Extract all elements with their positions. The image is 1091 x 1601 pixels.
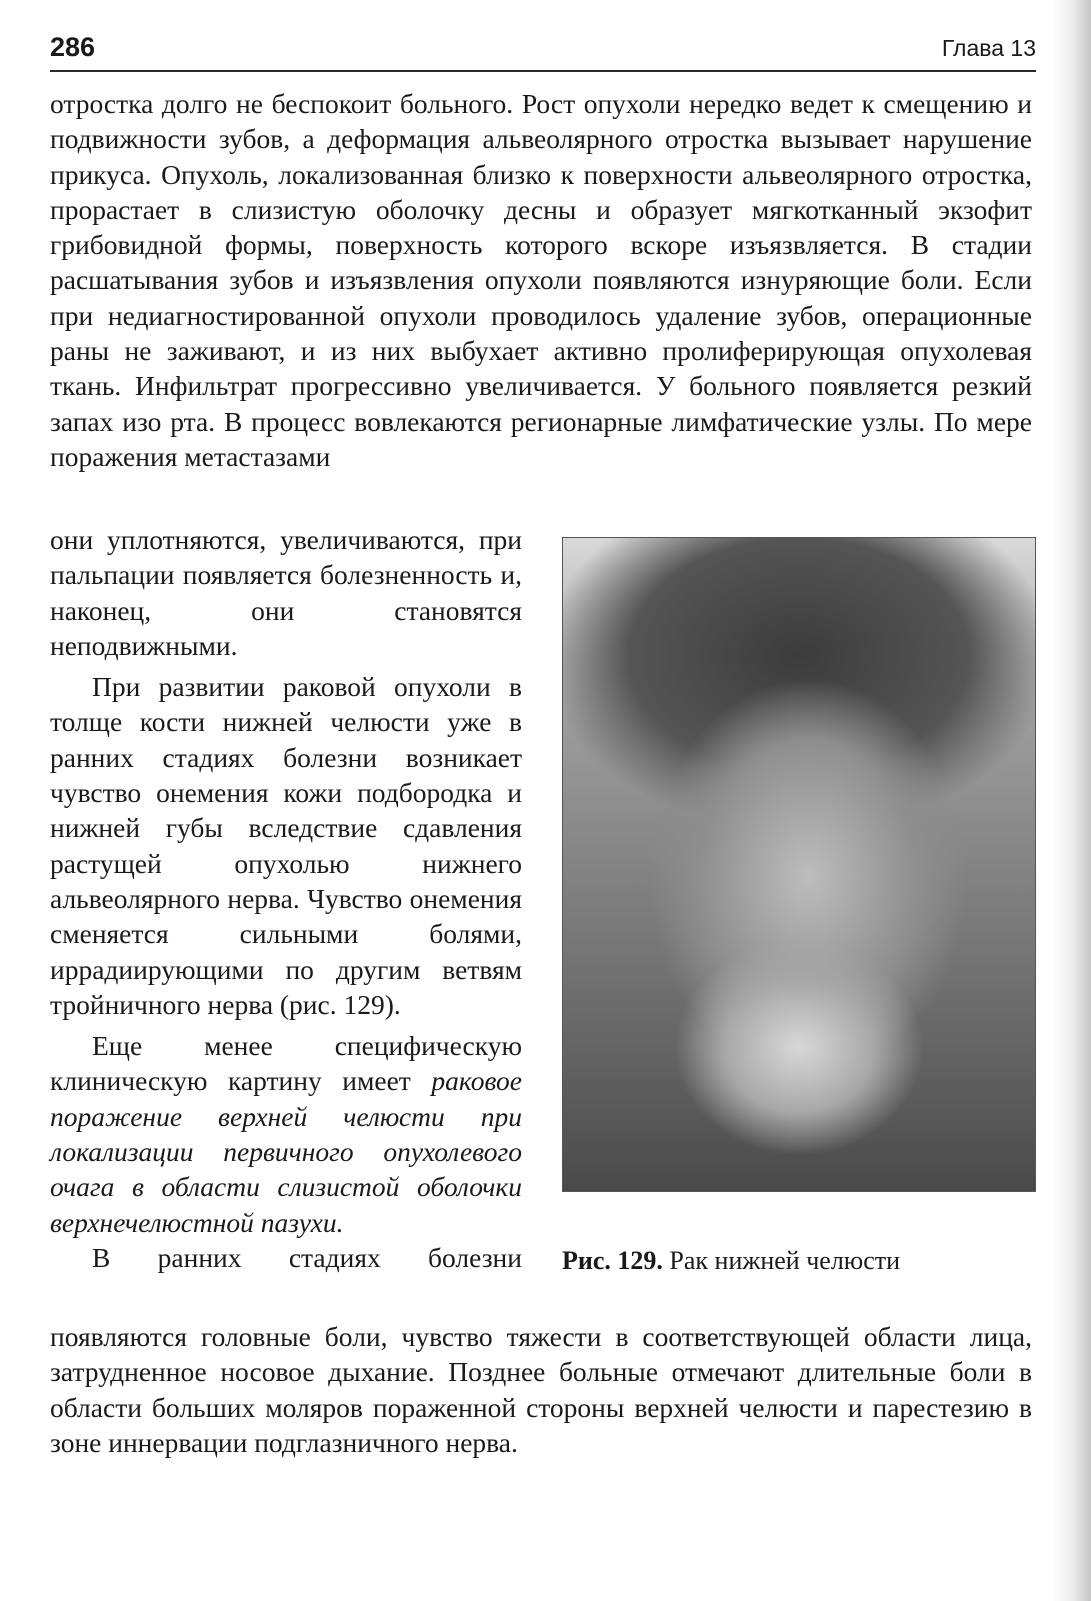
figure-caption — [562, 1244, 900, 1278]
figure-caption-text: Рак нижней челюсти — [669, 1246, 901, 1275]
page-number: 286 — [50, 32, 96, 62]
paragraph-upper-jaw-text: Еще менее специфическую клиническую картину имеет — [50, 1030, 522, 1097]
paragraph-continuation: они уплотняются, увеличиваются, при пальпации появляется болезненность и, наконец, они становятся неподвижными. — [50, 524, 522, 661]
figure-label: Рис. 129. — [562, 1246, 663, 1275]
paragraph-lower-jaw: При развитии раковой опухоли в толще кости нижней челюсти уже в ранних стадиях болезни возникает чувство онемения кожи подбородка и нижней губы вследствие сдавления растущей опухолью нижнего альвеолярного нерва. Чувство онемения сменяется сильными болями, иррадиирующими по другим ветвям тройничного нерва (рис. 129). — [50, 671, 522, 1020]
paragraph-upper-jaw — [50, 1028, 522, 1240]
paragraph-early-stages: В ранних стадиях болезни — [92, 1241, 522, 1273]
figure-photo-lower-jaw-cancer — [562, 537, 1036, 1192]
paragraph-bottom: появляются головные боли, чувство тяжести в соответствующей области лица, затрудненное носовое дыхание. Позднее больные отмечают длительные боли в области больших моляров пораженной стороны верхней челюсти и парестезию в зоне иннервации подглазничного нерва. — [50, 1321, 1032, 1458]
chapter-title: Глава 13 — [941, 35, 1036, 61]
paragraph-upper-jaw-term: раковое поражение верхней челюсти при локализации первичного опухолевого очага в области слизистой оболочки верхнечелюстной пазухи. — [50, 1065, 523, 1238]
left-text-column — [50, 522, 522, 1275]
paragraph-top: отростка долго не беспокоит больного. Рост опухоли нередко ведет к смещению и подвижности зубов, а деформация альвеолярного отростка вызывает нарушение прикуса. Опухоль, локализованная близко к поверхности альвеолярного отростка, прорастает в слизистую оболочку десны и образует мягкотканный экзофит грибовидной формы, поверхность которого вскоре изъязвляется. В стадии расшатывания зубов и изъязвления опухоли появляются изнуряющие боли. Если при недиагностированной опухоли проводилось удаление зубов, операционные раны не заживают, и из них выбухает активно пролиферирующая опухолевая ткань. Инфильтрат прогрессивно увеличивается. У больного появляется резкий запах изо рта. В процесс вовлекаются регионарные лимфатические узлы. По мере поражения метастазами — [50, 88, 1032, 472]
page-edge-shadow — [1051, 0, 1091, 1601]
page-header — [50, 30, 1036, 72]
